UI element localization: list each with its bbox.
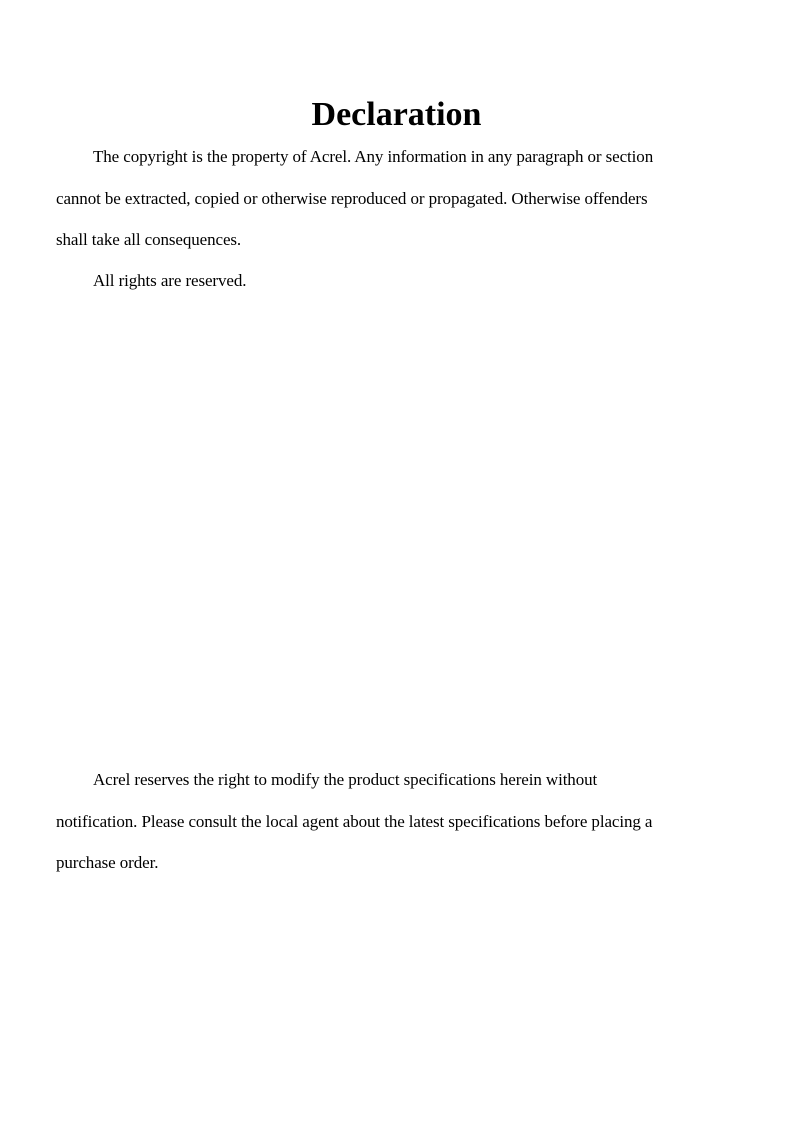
copyright-line-1: The copyright is the property of Acrel. Any information in any paragraph or section [93, 147, 654, 166]
copyright-line-2: cannot be extracted, copied or otherwise reproduced or propagated. Otherwise offenders [56, 188, 648, 208]
modify-line-2: notification. Please consult the local agent about the latest specifications before placing a [56, 811, 653, 831]
page-title: Declaration [311, 96, 482, 133]
rights-paragraph: All rights are reserved. [93, 271, 247, 290]
copyright-paragraph [56, 136, 736, 261]
modify-line-3: purchase order. [56, 853, 159, 872]
copyright-line-3: shall take all consequences. [56, 230, 242, 249]
modify-line-1: Acrel reserves the right to modify the product specifications herein without [93, 770, 598, 789]
modify-notice-paragraph [56, 759, 736, 884]
